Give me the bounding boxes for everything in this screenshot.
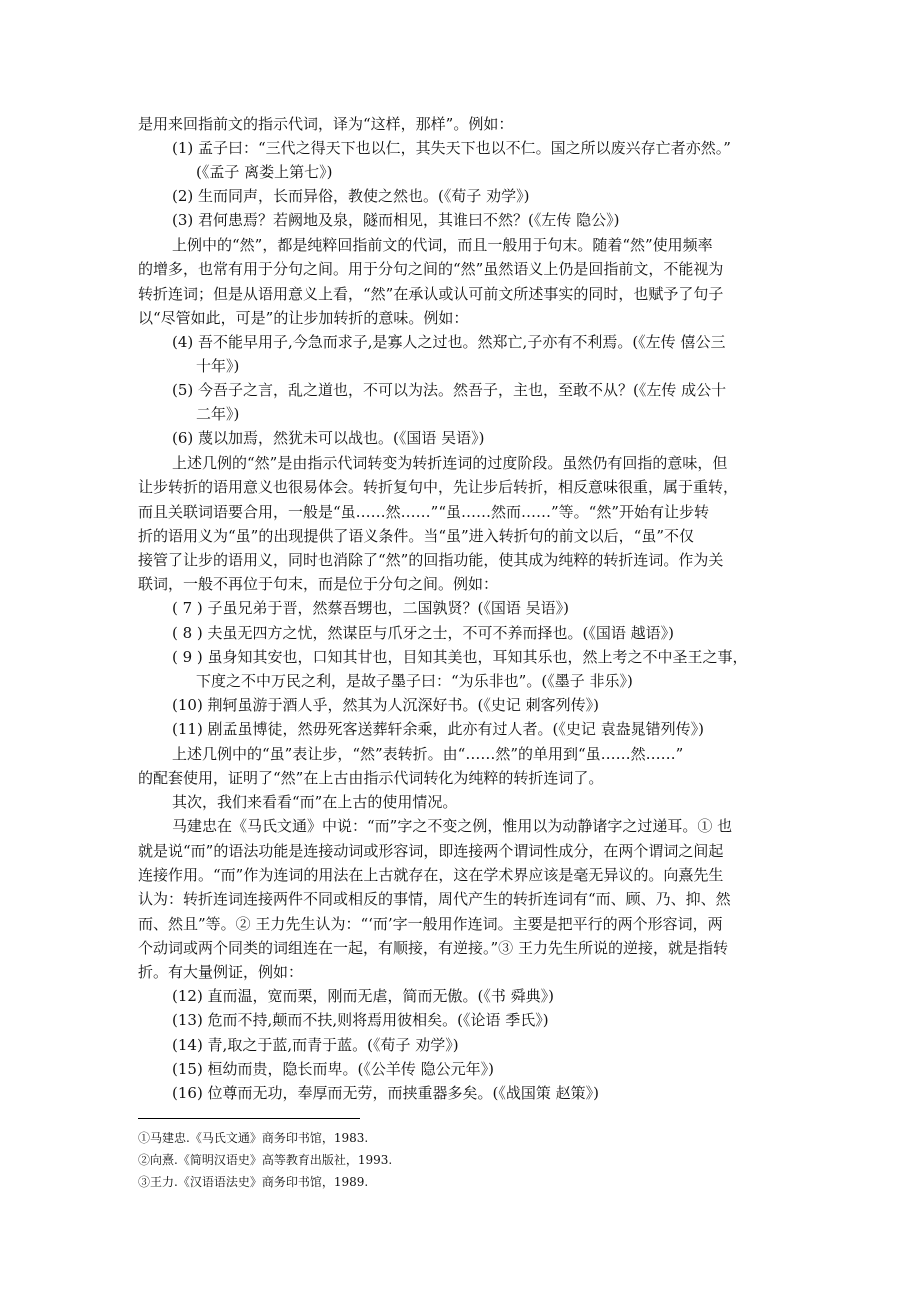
- paragraph-line: 而、然且”等。② 王力先生认为：“‘而’字一般用作连词。主要是把平行的两个形容词，两: [138, 915, 723, 933]
- paragraph-line: 上例中的“然”，都是纯粹回指前文的代词，而且一般用于句末。随着“然”使用频率: [172, 236, 713, 254]
- example-1-source: (《孟子 离娄上第七》): [196, 163, 333, 181]
- example-15: (15) 桓幼而贵，隐长而卑。(《公羊传 隐公元年》): [172, 1060, 495, 1078]
- footnote-1: ①马建忠.《马氏文通》商务印书馆，1983.: [138, 1131, 369, 1145]
- example-5-source: 二年》): [196, 405, 240, 423]
- example-9-cont: 下度之不中万民之利，是故子墨子曰：“为乐非也”。(《墨子 非乐》): [196, 672, 633, 690]
- paragraph-line: 让步转折的语用意义也很易体会。转折复句中，先让步后转折，相反意味很重，属于重转，: [138, 478, 739, 496]
- paragraph-line: 联词，一般不再位于句末，而是位于分句之间。例如：: [138, 575, 499, 593]
- example-10: (10) 荆轲虽游于酒人乎，然其为人沉深好书。(《史记 刺客列传》): [172, 696, 600, 714]
- paragraph-line: 连接作用。“而”作为连词的用法在上古就存在，这在学术界应该是毫无异议的。向熹先生: [138, 866, 724, 884]
- paragraph-line: 上述几例的“然”是由指示代词转变为转折连词的过度阶段。虽然仍有回指的意味，但: [172, 454, 728, 472]
- paragraph-line: 折的语用义为“虽”的出现提供了语义条件。当“虽”进入转折句的前文以后，“虽”不仅: [138, 527, 695, 545]
- footnote-divider: [138, 1118, 360, 1119]
- example-2: (2) 生而同声，长而异俗，教使之然也。(《荀子 劝学》): [172, 187, 530, 205]
- example-1: (1) 孟子曰：“三代之得天下也以仁，其失天下也以不仁。国之所以废兴存亡者亦然。”: [172, 139, 731, 157]
- example-4: (4) 吾不能早用子,今急而求子,是寡人之过也。然郑亡,子亦有不利焉。(《左传 僖公三: [172, 333, 726, 351]
- paragraph-line: 是用来回指前文的指示代词，译为“这样，那样”。例如：: [138, 115, 514, 133]
- example-9: ( 9 ) 虽身知其安也，口知其甘也，目知其美也，耳知其乐也，然上考之不中圣王之事，: [172, 648, 748, 666]
- example-16: (16) 位尊而无功，奉厚而无劳，而挟重器多矣。(《战国策 赵策》): [172, 1084, 600, 1102]
- example-11: (11) 剧孟虽博徒，然毋死客送葬轩余乘，此亦有过人者。(《史记 袁盎晁错列传》): [172, 720, 705, 738]
- footnote-3: ③王力.《汉语语法史》商务印书馆，1989.: [138, 1175, 369, 1189]
- example-12: (12) 直而温，宽而栗，刚而无虐，简而无傲。(《书 舜典》): [172, 987, 555, 1005]
- paragraph-line: 折。有大量例证，例如：: [138, 963, 304, 981]
- example-8: ( 8 ) 夫虽无四方之忧，然谋臣与爪牙之士，不可不养而择也。(《国语 越语》): [172, 624, 675, 642]
- example-14: (14) 青,取之于蓝,而青于蓝。(《荀子 劝学》): [172, 1036, 459, 1054]
- paragraph-line: 个动词或两个同类的词组连在一起，有顺接，有逆接。”③ 王力先生所说的逆接，就是指转: [138, 939, 728, 957]
- paragraph-line: 接管了让步的语用义，同时也消除了“然”的回指功能，使其成为纯粹的转折连词。作为关: [138, 551, 724, 569]
- paragraph-line: 的配套使用，证明了“然”在上古由指示代词转化为纯粹的转折连词了。: [138, 769, 604, 787]
- paragraph-line: 而且关联词语要合用，一般是“虽……然……”“虽……然而……”等。“然”开始有让步转: [138, 503, 710, 521]
- example-6: (6) 蔑以加焉，然犹未可以战也。(《国语 吴语》): [172, 429, 485, 447]
- footnote-2: ②向熹.《简明汉语史》高等教育出版社，1993.: [138, 1153, 393, 1167]
- paragraph-line: 以“尽管如此，可是”的让步加转折的意味。例如：: [138, 309, 469, 327]
- paragraph-line: 转折连词；但是从语用意义上看，“然”在承认或认可前文所述事实的同时，也赋予了句子: [138, 285, 724, 303]
- paragraph-line: 认为：转折连词连接两件不同或相反的事情，周代产生的转折连词有“而、顾、乃、抑、然: [138, 890, 731, 908]
- example-3: (3) 君何患焉？若阙地及泉，隧而相见，其谁曰不然？(《左传 隐公》): [172, 211, 620, 229]
- paragraph-line: 上述几例中的“虽”表让步，“然”表转折。由“……然”的单用到“虽……然……”: [172, 745, 684, 763]
- paragraph-line: 马建忠在《马氏文通》中说：“而”字之不变之例，惟用以为动静诸字之过递耳。① 也: [172, 817, 733, 835]
- paragraph-line: 就是说“而”的语法功能是连接动词或形容词，即连接两个谓词性成分，在两个谓词之间起: [138, 842, 724, 860]
- example-7: ( 7 ) 子虽兄弟于晋，然蔡吾甥也，二国孰贤？(《国语 吴语》): [172, 599, 570, 617]
- example-4-source: 十年》): [196, 357, 240, 375]
- paragraph-line: 其次，我们来看看“而”在上古的使用情况。: [172, 793, 458, 811]
- paragraph-line: 的增多，也常有用于分句之间。用于分句之间的“然”虽然语义上仍是回指前文，不能视为: [138, 260, 724, 278]
- example-13: (13) 危而不持,颠而不扶,则将焉用彼相矣。(《论语 季氏》): [172, 1011, 549, 1029]
- example-5: (5) 今吾子之言，乱之道也，不可以为法。然吾子，主也，至敢不从？(《左传 成公十: [172, 381, 727, 399]
